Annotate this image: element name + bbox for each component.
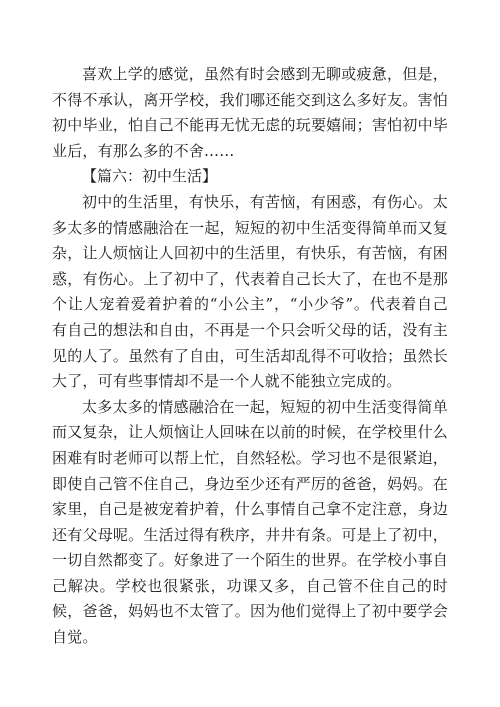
section-heading: 【篇六：初中生活】 bbox=[82, 167, 218, 186]
paragraph-emotions: 太多太多的情感融洽在一起，短短的初中生活变得简单而又复杂，让人烦恼让人回味在以前的时候，在学校里什么困难有时老师可以帮上忙，自然轻松。学习也不是很紧迫，即使自己管不住自己，身边至少还有严厉的爸爸，妈妈。在家里，自己是被宠着护着，什么事情自己拿不定注意，身边还有父母呢。生活过得有秩序，井井有条。可是上了初中，一切自然都变了。好象进了一个陌生的世界。在学校小事自己解决。学校也很紧张，功课又多，自己管不住自己的时候，爸爸，妈妈也不太管了。因为他们觉得上了初中要学会自觉。 bbox=[52, 397, 448, 647]
document-body bbox=[52, 62, 448, 651]
paragraph-intro: 喜欢上学的感觉，虽然有时会感到无聊或疲惫，但是，不得不承认，离开学校，我们哪还能交到这么多好友。害怕初中毕业，怕自己不能再无忧无虑的玩要嬉闹；害怕初中毕业后，有那么多的不舍…… bbox=[52, 65, 448, 160]
paragraph-junior-life: 初中的生活里，有快乐，有苦恼，有困惑，有伤心。太多太多的情感融洽在一起，短短的初中生活变得简单而又复杂，让人烦恼让人回初中的生活里，有快乐，有苦恼，有困惑，有伤心。上了初中了，代表着自己长大了，在也不是那个让人宠着爱着护着的“小公主”，“小少爷”。代表着自己有自己的想法和自由，不再是一个只会听父母的话，没有主见的人了。虽然有了自由，可生活却乱得不可收拾；虽然长大了，可有些事情却不是一个人就不能独立完成的。 bbox=[52, 192, 448, 391]
